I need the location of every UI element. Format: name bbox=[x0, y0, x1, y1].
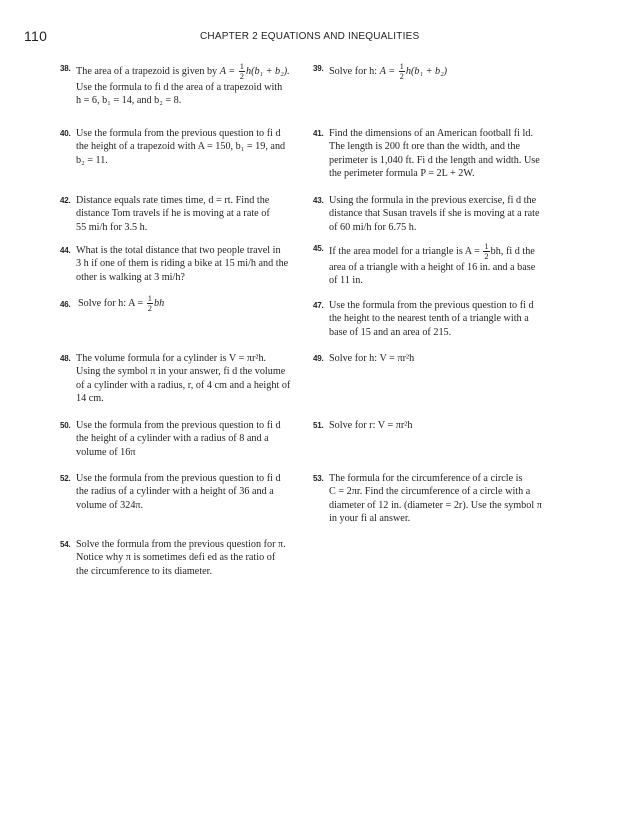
exercise-line: h = 6, b₁ = 14, and b₂ = 8. bbox=[76, 95, 182, 107]
exercise-line: other is walking at 3 mi/h? bbox=[76, 271, 185, 283]
exercise-line: If the area model for a triangle is A = $\frac{1}{2}$ bh, fi d the bbox=[329, 241, 535, 261]
exercise-line: in your fi al answer. bbox=[329, 513, 411, 525]
exercise-number: 48. bbox=[60, 354, 71, 363]
exercise-number: 44. bbox=[60, 246, 71, 255]
exercise-number: 39. bbox=[313, 64, 324, 73]
exercise-42 bbox=[60, 194, 305, 234]
exercise-line: of 60 mi/h for 6.75 h. bbox=[329, 221, 417, 233]
exercise-number: 43. bbox=[313, 196, 324, 205]
exercise-line: Use the formula from the previous question to fi d bbox=[329, 300, 534, 311]
exercise-line: 14 cm. bbox=[76, 393, 104, 405]
exercise-line: Use the formula from the previous question to fi d bbox=[76, 473, 281, 484]
exercise-45 bbox=[313, 242, 558, 288]
exercise-number: 51. bbox=[313, 421, 324, 430]
exercise-line: the circumference to its diameter. bbox=[76, 565, 213, 577]
exercise-number: 53. bbox=[313, 474, 324, 483]
page-number: 110 bbox=[24, 28, 48, 44]
exercise-line: Use the formula to fi d the area of a trapezoid with bbox=[76, 82, 283, 93]
exercise-43 bbox=[313, 194, 558, 234]
exercise-line: Solve the formula from the previous question for π. bbox=[76, 539, 286, 550]
exercise-number: 40. bbox=[60, 129, 71, 138]
exercise-line: of 11 in. bbox=[329, 275, 363, 287]
chapter-title: EQUATIONS AND INEQUALITIES bbox=[260, 31, 420, 42]
exercise-line: The formula for the circumference of a circle is bbox=[329, 473, 523, 484]
fraction-one-half: $\frac{1}{2}$ bbox=[484, 241, 489, 261]
exercise-number: 41. bbox=[313, 129, 324, 138]
exercise-number: 38. bbox=[60, 64, 71, 73]
fraction-one-half: $\frac{1}{2}$ bbox=[399, 61, 404, 81]
exercise-line: of a cylinder with a radius, r, of 4 cm and a height of bbox=[76, 379, 291, 391]
exercise-line: base of 15 and an area of 215. bbox=[329, 326, 452, 338]
exercise-line: Find the dimensions of an American football fi ld. bbox=[329, 128, 533, 139]
exercise-line: Notice why π is sometimes defi ed as the ratio of bbox=[76, 552, 276, 564]
exercise-line: The length is 200 ft ore than the width, and the bbox=[329, 141, 520, 153]
exercise-line: distance that Susan travels if she is moving at a rate bbox=[329, 208, 540, 220]
exercise-line: the height of a cylinder with a radius of 8 and a bbox=[76, 433, 269, 445]
exercise-line: diameter of 12 in. (diameter = 2r). Use the symbol π bbox=[329, 499, 542, 511]
exercise-line: What is the total distance that two people travel in bbox=[76, 245, 281, 256]
exercise-52 bbox=[60, 472, 305, 512]
exercise-53 bbox=[313, 472, 558, 526]
exercise-46 bbox=[60, 294, 305, 313]
exercise-line: Use the formula from the previous question to fi d bbox=[76, 420, 281, 431]
exercise-number: 49. bbox=[313, 354, 324, 363]
exercise-line: area of a triangle with a height of 16 in. and a base bbox=[329, 262, 536, 273]
exercise-line: volume of 324π. bbox=[76, 499, 144, 511]
exercise-line: the perimeter formula P = 2L + 2W. bbox=[329, 168, 475, 180]
chapter-label: CHAPTER 2 bbox=[200, 31, 258, 42]
fraction-one-half: $\frac{1}{2}$ bbox=[239, 61, 244, 81]
exercise-line: Using the symbol π in your answer, fi d the volume bbox=[76, 366, 286, 378]
exercise-number: 42. bbox=[60, 196, 71, 205]
exercise-38 bbox=[60, 62, 305, 108]
exercise-line: 3 h if one of them is riding a bike at 15 mi/h and the bbox=[76, 258, 289, 270]
exercise-line: 55 mi/h for 3.5 h. bbox=[76, 221, 148, 233]
exercise-number: 45. bbox=[313, 244, 324, 253]
fraction-one-half: $\frac{1}{2}$ bbox=[147, 293, 152, 313]
exercise-line: Distance equals rate times time, d = rt. Find the bbox=[76, 195, 270, 206]
exercise-51 bbox=[313, 419, 558, 432]
exercise-48 bbox=[60, 352, 305, 406]
exercise-44 bbox=[60, 244, 305, 284]
exercise-49 bbox=[313, 352, 558, 365]
exercise-line: Solve for h: A = $\frac{1}{2}$ bh bbox=[78, 293, 165, 313]
exercise-50 bbox=[60, 419, 305, 459]
exercise-41 bbox=[313, 127, 558, 181]
exercise-number: 54. bbox=[60, 540, 71, 549]
exercise-line: volume of 16π bbox=[76, 446, 136, 458]
exercise-line: Using the formula in the previous exercise, fi d the bbox=[329, 195, 537, 206]
exercise-line: the height of a trapezoid with A = 150, b₁ = 19, and bbox=[76, 141, 286, 153]
exercise-line: b₂ = 11. bbox=[76, 154, 108, 166]
exercise-line: perimeter is 1,040 ft. Fi d the length and width. Use bbox=[329, 154, 540, 166]
exercise-line: Solve for r: V = πr²h bbox=[329, 420, 413, 431]
exercise-54 bbox=[60, 538, 305, 578]
exercise-line: Solve for h: A = $\frac{1}{2}$ h(b₁ + b₂) bbox=[329, 61, 448, 81]
exercise-number: 46. bbox=[60, 300, 71, 309]
exercise-line: Use the formula from the previous question to fi d bbox=[76, 128, 281, 139]
exercise-40 bbox=[60, 127, 305, 167]
exercise-number: 47. bbox=[313, 301, 324, 310]
exercise-line: Solve for h: V = πr²h bbox=[329, 353, 415, 364]
exercise-line: distance Tom travels if he is moving at a rate of bbox=[76, 208, 270, 220]
exercise-number: 52. bbox=[60, 474, 71, 483]
exercise-39 bbox=[313, 62, 558, 81]
exercise-number: 50. bbox=[60, 421, 71, 430]
running-head bbox=[200, 31, 419, 42]
exercise-line: C = 2πr. Find the circumference of a circle with a bbox=[329, 486, 531, 498]
exercise-line: the radius of a cylinder with a height of 36 and a bbox=[76, 486, 274, 498]
exercise-47 bbox=[313, 299, 558, 339]
exercise-line: the height to the nearest tenth of a triangle with a bbox=[329, 313, 529, 325]
exercise-line: The area of a trapezoid is given by A = $\frac{1}{2}$ h(b₁ + b₂). bbox=[76, 61, 290, 81]
page-header bbox=[0, 0, 630, 50]
exercise-line: The volume formula for a cylinder is V = πr²h. bbox=[76, 353, 267, 364]
